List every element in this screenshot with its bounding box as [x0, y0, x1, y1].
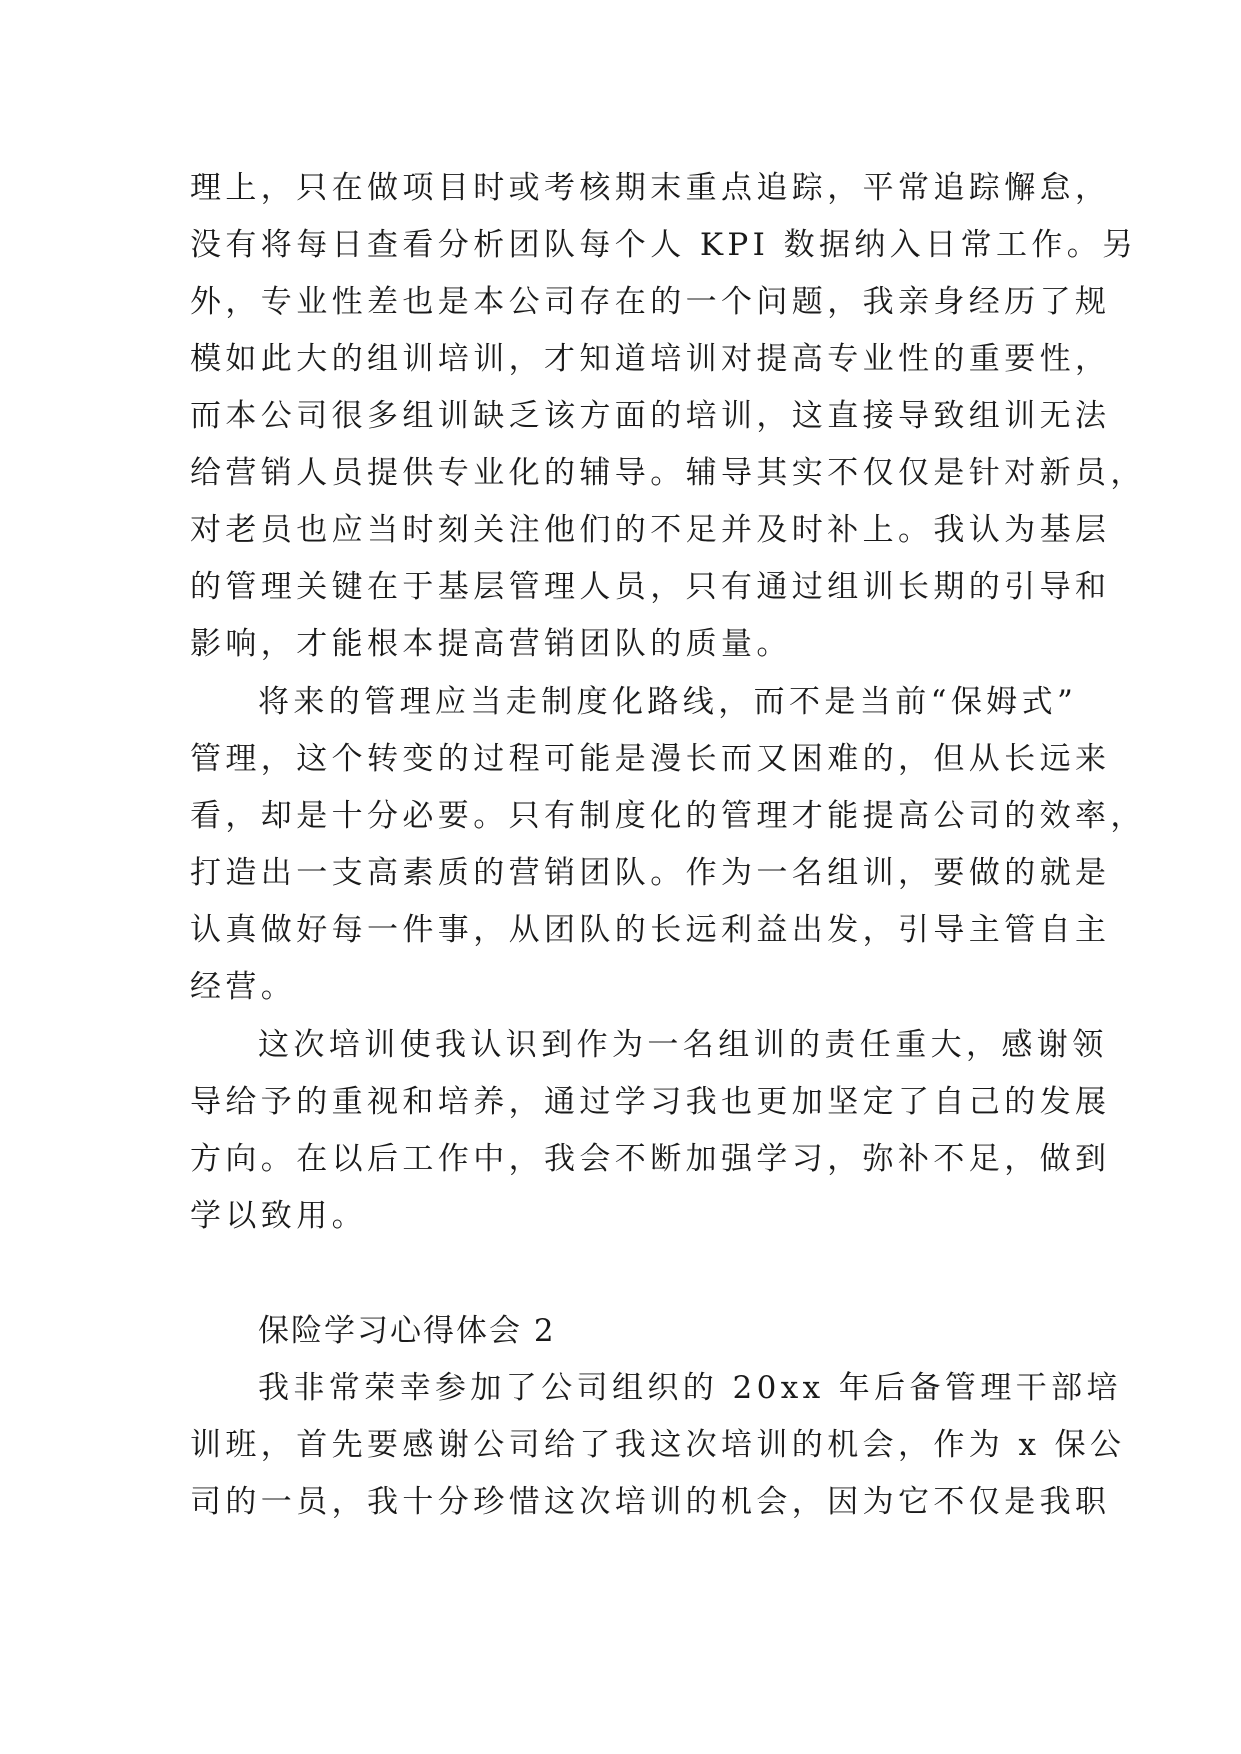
text-line: 这次培训使我认识到作为一名组训的责任重大，感谢领	[258, 1027, 1108, 1063]
text-line: 方向。在以后工作中，我会不断加强学习，弥补不足，做到	[190, 1141, 1111, 1177]
text-line: 没有将每日查看分析团队每个人 KPI 数据纳入日常工作。另	[190, 227, 1138, 263]
text-line: 看，却是十分必要。只有制度化的管理才能提高公司的效率，	[190, 798, 1146, 834]
text-line: 影响，才能根本提高营销团队的质量。	[190, 626, 792, 662]
text-line: 认真做好每一件事，从团队的长远利益出发，引导主管自主	[190, 912, 1111, 948]
text-line: 训班，首先要感谢公司给了我这次培训的机会，作为 x 保公	[190, 1427, 1126, 1463]
text-line: 模如此大的组训培训，才知道培训对提高专业性的重要性，	[190, 341, 1111, 377]
text-line: 对老员也应当时刻关注他们的不足并及时补上。我认为基层	[190, 512, 1111, 548]
section-heading: 保险学习心得体会 2	[258, 1313, 556, 1349]
text-line: 导给予的重视和培养，通过学习我也更加坚定了自己的发展	[190, 1084, 1111, 1120]
text-line: 我非常荣幸参加了公司组织的 20xx 年后备管理干部培	[258, 1370, 1122, 1406]
text-line: 打造出一支高素质的营销团队。作为一名组训，要做的就是	[190, 855, 1111, 891]
text-line: 管理，这个转变的过程可能是漫长而又困难的，但从长远来	[190, 741, 1111, 777]
text-line: 经营。	[190, 969, 297, 1005]
text-line: 学以致用。	[190, 1198, 367, 1234]
text-line: 将来的管理应当走制度化路线，而不是当前“保姆式”	[258, 684, 1078, 720]
text-line: 的管理关键在于基层管理人员，只有通过组训长期的引导和	[190, 569, 1111, 605]
text-line: 给营销人员提供专业化的辅导。辅导其实不仅仅是针对新员，	[190, 455, 1146, 491]
text-line: 理上，只在做项目时或考核期末重点追踪，平常追踪懈怠，	[190, 170, 1111, 206]
text-line: 而本公司很多组训缺乏该方面的培训，这直接导致组训无法	[190, 398, 1111, 434]
text-line: 司的一员，我十分珍惜这次培训的机会，因为它不仅是我职	[190, 1484, 1111, 1520]
text-line: 外，专业性差也是本公司存在的一个问题，我亲身经历了规	[190, 284, 1111, 320]
